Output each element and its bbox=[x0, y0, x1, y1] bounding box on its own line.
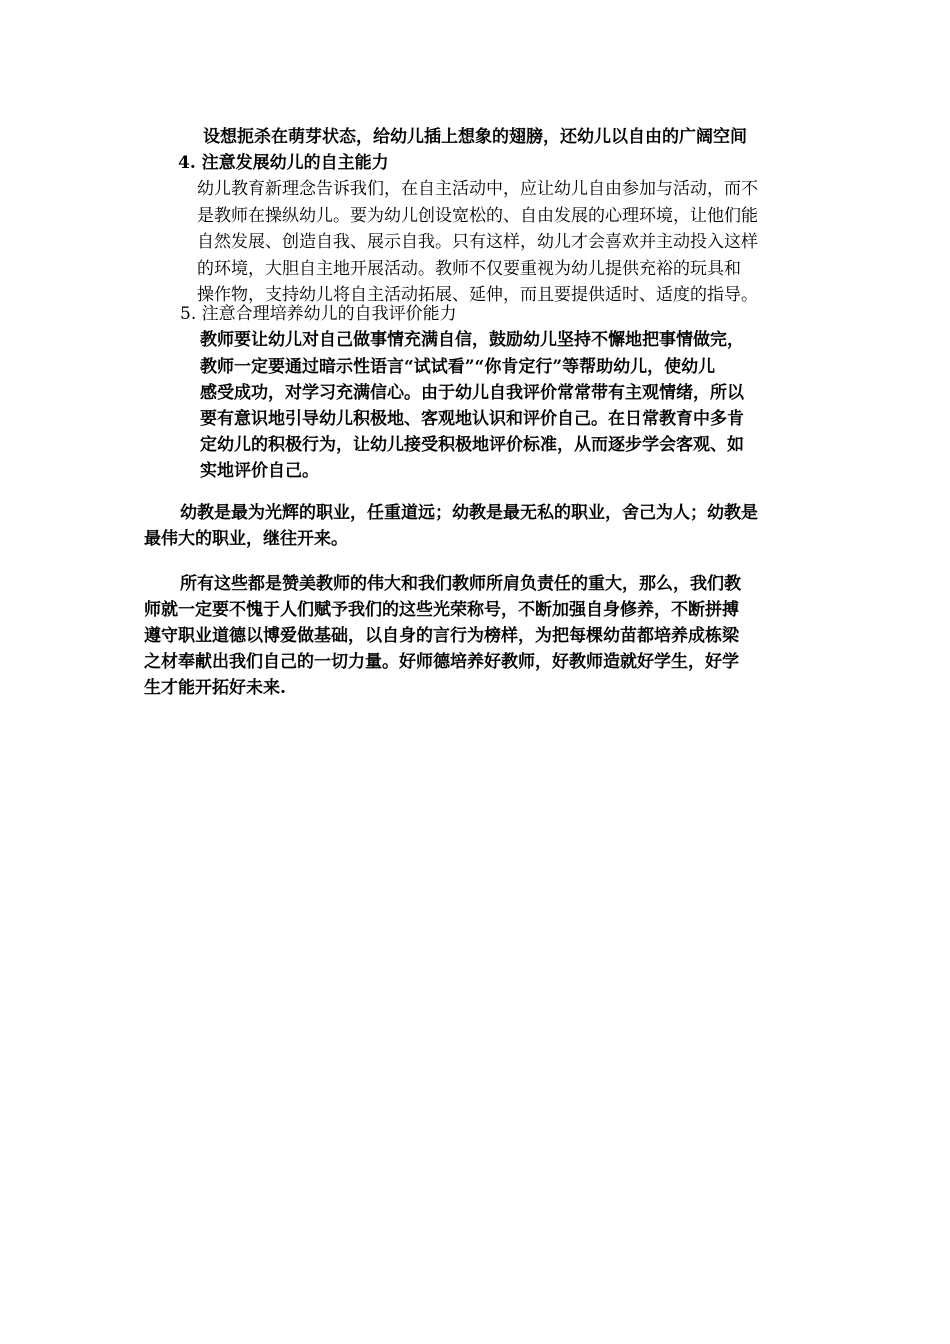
paragraph1-line: 最伟大的职业，继往开来。 bbox=[144, 529, 348, 549]
section4-line: 幼儿教育新理念告诉我们，在自主活动中，应让幼儿自由参加与活动，而不 bbox=[197, 179, 758, 199]
section5-line: 教师一定要通过暗示性语言“试试看”“你肯定行”等帮助幼儿，使幼儿 bbox=[200, 357, 716, 377]
section5-line: 实地评价自己。 bbox=[200, 461, 319, 481]
section4-line: 自然发展、创造自我、展示自我。只有这样，幼儿才会喜欢并主动投入这样 bbox=[197, 232, 758, 252]
section5-line: 感受成功，对学习充满信心。由于幼儿自我评价常常带有主观情绪，所以 bbox=[200, 383, 744, 403]
section4-line: 的环境，大胆自主地开展活动。教师不仅要重视为幼儿提供充裕的玩具和 bbox=[197, 259, 741, 279]
paragraph2-line: 生才能开拓好未来. bbox=[144, 678, 286, 698]
section5-line: 要有意识地引导幼儿积极地、客观地认识和评价自己。在日常教育中多肯 bbox=[200, 409, 744, 429]
paragraph2-line: 师就一定要不愧于人们赋予我们的这些光荣称号，不断加强自身修养，不断拼搏 bbox=[144, 600, 739, 620]
section4-line: 是教师在操纵幼儿。要为幼儿创设宽松的、自由发展的心理环境，让他们能 bbox=[197, 206, 758, 226]
paragraph2-line: 遵守职业道德以博爱做基础，以自身的言行为榜样，为把每棵幼苗都培养成栋梁 bbox=[144, 626, 739, 646]
continuation-line: 设想扼杀在萌芽状态，给幼儿插上想象的翅膀，还幼儿以自由的广阔空间 bbox=[203, 127, 747, 147]
section5-line: 教师要让幼儿对自己做事情充满自信，鼓励幼儿坚持不懈地把事情做完， bbox=[200, 330, 744, 350]
paragraph2-line: 之材奉献出我们自己的一切力量。好师德培养好教师，好教师造就好学生，好学 bbox=[144, 652, 739, 672]
paragraph2-line: 所有这些都是赞美教师的伟大和我们教师所肩负责任的重大，那么，我们教 bbox=[180, 574, 741, 594]
section4-heading: 4. 注意发展幼儿的自主能力 bbox=[178, 153, 389, 173]
paragraph1-line: 幼教是最为光辉的职业，任重道远；幼教是最无私的职业，舍己为人；幼教是 bbox=[180, 503, 758, 523]
section4-line: 操作物，支持幼儿将自主活动拓展、延伸，而且要提供适时、适度的指导。 bbox=[197, 285, 758, 305]
section5-line: 定幼儿的积极行为，让幼儿接受积极地评价标准，从而逐步学会客观、如 bbox=[200, 435, 744, 455]
section5-heading: 5. 注意合理培养幼儿的自我评价能力 bbox=[180, 304, 457, 324]
